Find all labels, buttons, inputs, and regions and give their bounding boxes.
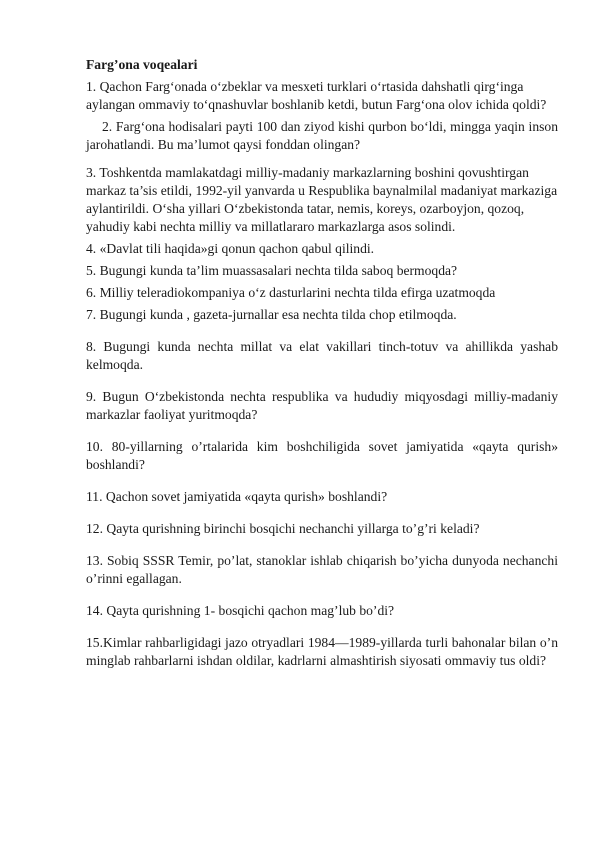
question-4: 4. «Davlat tili haqida»gi qonun qachon qabul qilindi.	[86, 241, 375, 256]
question-14: 14. Qayta qurishning 1- bosqichi qachon mag’lub bo’di?	[86, 603, 395, 618]
question-11: 11. Qachon sovet jamiyatida «qayta qurish» boshlandi?	[86, 489, 388, 504]
question-12: 12. Qayta qurishning birinchi bosqichi nechanchi yillarga to’g’ri keladi?	[86, 521, 480, 536]
question-7: 7. Bugungi kunda , gazeta-jurnallar esa nechta tilda chop etilmoqda.	[86, 307, 457, 322]
question-5: 5. Bugungi kunda ta’lim muassasalari nechta tilda saboq bermoqda?	[86, 263, 458, 278]
question-9: 9. Bugun O‘zbekistonda nechta respublika va hududiy miqyosdagi milliy-madaniy markazlar faoliyat yuritmoqda?	[86, 389, 558, 422]
question-3: 3. Toshkentda mamlakatdagi milliy-madaniy markazlarning boshini qovushtirgan markaz ta’sis etildi, 1992-yil yanvarda u Respublika baynalmilal madaniyat markaziga aylantirildi. O‘sha yillari O‘zbekistonda tatar, nemis, koreys, ozarboyjon, qozoq, yahudiy kabi nechta milliy va millatlararo markazlarga asos solindi.	[86, 165, 558, 234]
document-page	[86, 56, 558, 670]
question-15: 15.Kimlar rahbarligidagi jazo otryadlari 1984—1989-yillarda turli bahonalar bilan o’n minglab rahbarlarni ishdan oldilar, kadrlarni almashtirish siyosati ommaviy tus oldi?	[86, 635, 558, 668]
document-title: Farg’ona voqealari	[86, 57, 198, 72]
question-10: 10. 80-yillarning o’rtalarida kim boshchiligida sovet jamiyatida «qayta qurish» boshlandi?	[86, 439, 558, 472]
question-1: 1. Qachon Farg‘onada o‘zbeklar va mesxeti turklari o‘rtasida dahshatli qirg‘inga aylangan ommaviy to‘qnashuvlar boshlanib ketdi, butun Farg‘ona olov ichida qoldi?	[86, 79, 547, 112]
question-13: 13. Sobiq SSSR Temir, po’lat, stanoklar ishlab chiqarish bo’yicha dunyoda nechanchi o’rinni egallagan.	[86, 553, 558, 586]
question-8: 8. Bugungi kunda nechta millat va elat vakillari tinch-totuv va ahillikda yashab kelmoqda.	[86, 339, 558, 372]
question-6: 6. Milliy teleradiokompaniya o‘z dasturlarini nechta tilda efirga uzatmoqda	[86, 285, 496, 300]
question-2: 2. Farg‘ona hodisalari payti 100 dan ziyod kishi qurbon bo‘ldi, mingga yaqin inson jarohatlandi. Bu ma’lumot qaysi fonddan olingan?	[86, 119, 558, 152]
